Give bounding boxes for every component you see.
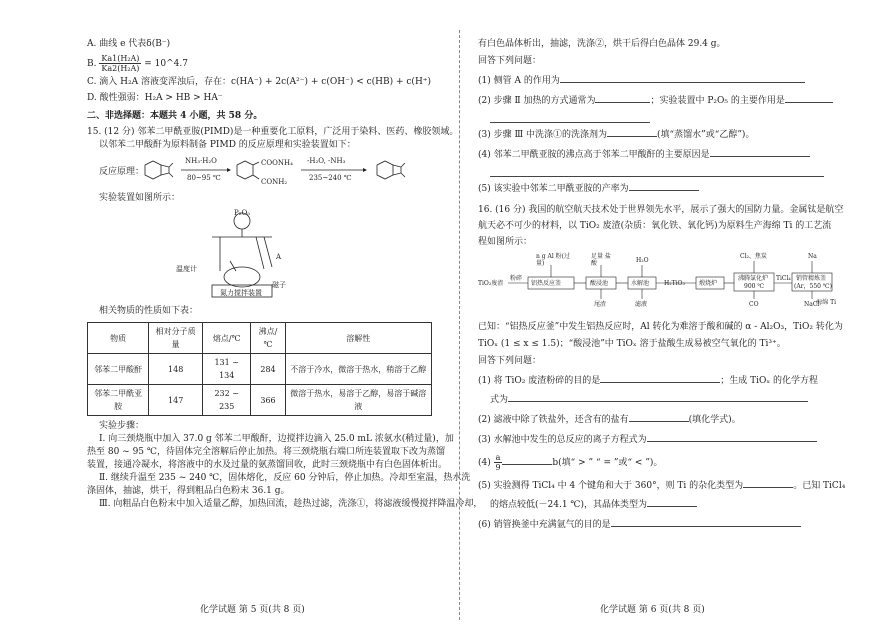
answer-blank[interactable]	[502, 455, 552, 465]
ammonium-salt-structure	[237, 161, 259, 179]
q15-part-2: (2) 步骤 Ⅱ 加热的方式通常为 ；实验装置中 P₂O₅ 的主要作用是	[478, 93, 834, 108]
step-1: Ⅰ. 向三颈烧瓶中加入 37.0 g 邻苯二甲酸酐，边搅拌边滴入 25.0 mL 浓氨水(稍过量)，加	[99, 434, 454, 444]
label-device: 氮力搅拌装置	[220, 289, 262, 297]
arrow-2-top: -H₂O, -NH₃	[307, 157, 346, 165]
flow-out-4: NaCl	[804, 301, 820, 308]
label-thermometer: 温度计	[176, 265, 197, 273]
column-divider	[459, 30, 460, 620]
product-group-1: COONH₄	[261, 159, 293, 167]
right-column	[478, 38, 846, 532]
reaction-label: 反应原理：	[99, 167, 145, 177]
flow-step1: 粉碎	[510, 275, 523, 282]
option-d: D. 酸性强弱：H₂A > HB > HA⁻	[87, 93, 223, 103]
table-caption: 相关物质的性质如下表：	[99, 306, 199, 316]
left-column	[87, 38, 483, 511]
answer-blank[interactable]	[611, 517, 801, 527]
table-row: 邻苯二甲酸酐 148 131 ~ 134 284 不溶于冷水，微溶于热水，稍溶于乙醇	[88, 354, 432, 385]
flow-out-1: 尾渣	[594, 301, 607, 308]
answer-blank-line[interactable]	[490, 164, 824, 177]
q16-part-1: (1) 将 TiO₂ 废渣粉碎的目的是 ；生成 TiOₓ 的化学方程	[478, 373, 834, 388]
flow-out-2: 滤液	[635, 301, 648, 308]
label-stirrer: 磁子	[272, 281, 286, 289]
q15-part-5: (5) 该实验中邻苯二甲酰亚胺的产率为	[478, 181, 834, 196]
answer-blank[interactable]	[647, 432, 817, 442]
reaction-scheme	[99, 155, 442, 189]
q15-part-1: (1) 侧管 A 的作用为	[478, 73, 834, 88]
option-b-fraction: $\frac{\text{Ka1(H₂A)}}{\text{Ka2(H₂A)}}$	[101, 54, 140, 73]
option-a: A. 曲线 e 代表δ(B⁻)	[87, 39, 171, 49]
step-2: Ⅱ. 继续升温至 235 ~ 240 ℃，固体熔化，反应 60 分钟后，停止加热。冷却至室温，热水洗	[99, 473, 471, 483]
answer-blank-line[interactable]	[490, 110, 650, 123]
process-flow	[478, 251, 834, 315]
flow-box-5-temp: 900 ℃	[744, 283, 765, 290]
flow-box-4: 煅烧炉	[699, 280, 718, 287]
step-3-cont: 有白色晶体析出，抽滤，洗涤②，烘干后得白色晶体 29.4 g。	[478, 39, 726, 49]
answer-blank[interactable]	[743, 478, 793, 488]
product-group-2: CONH₂	[261, 178, 288, 186]
known-info: 已知：“铝热反应釜”中发生铝热反应时，Al 转化为难溶于酸和碱的 α - Al₂O₃，TiO₂ 转化为	[478, 322, 843, 332]
apparatus-caption: 实验装置如图所示：	[99, 193, 181, 203]
q16-part-4: (4) $\frac{a}{9}$ b(填“ > ” “ = ”或“ < ”)。	[478, 453, 663, 472]
flow-mid: H₂TiO₃	[664, 280, 685, 287]
q16-part-5: (5) 实验测得 TiCl₄ 中 4 个键角和大于 360°，则 Ti 的杂化类型为 。已知 TiCl₄	[478, 478, 834, 493]
label-a: A	[276, 253, 282, 261]
q15-intro: 15. (12 分) 邻苯二甲酰亚胺(PIMD)是一种重要化工原料，广泛用于染料、医药、橡胶领域。	[87, 127, 459, 137]
page-footer-left: 化学试题 第 5 页(共 8 页)	[200, 605, 305, 615]
q15-part-3: (3) 步骤 Ⅲ 中洗涤①的洗涤剂为 (填“蒸馏水”或“乙醇”)。	[478, 127, 834, 142]
q16-intro: 16. (16 分) 我国的航空航天技术处于世界领先水平，展示了强大的国防力量。金属钛是航空	[478, 205, 844, 215]
option-c: C. 滴入 H₂A 溶液变浑浊后，存在：c(HA⁻) + 2c(A²⁻) + c(OH⁻) < c(HB) + c(H⁺)	[87, 77, 432, 87]
flow-reagent-hcl: 足量 盐酸	[591, 253, 611, 267]
flow-reagent-h2o: H₂O	[636, 257, 649, 264]
q16-part-2: (2) 滤液中除了铁盐外，还含有的盐有 (填化学式)。	[478, 412, 834, 427]
label-p2o5: P₂O₅	[234, 209, 251, 217]
answer-blank[interactable]	[647, 497, 697, 507]
flow-box-2: 酸浸池	[590, 280, 609, 287]
apparatus-figure	[172, 207, 302, 303]
phthalic-anhydride-structure	[145, 161, 173, 179]
answer-prompt: 回答下列问题：	[478, 56, 542, 66]
q16-part-5-cont: 的熔点较低(－24.1 ℃)，其晶体类型为	[478, 497, 834, 512]
q15-intro-2: 以邻苯二甲酸酐为原料制备 PIMD 的反应原理和实验装置如下：	[99, 140, 356, 150]
q16-part-3: (3) 水解池中发生的总反应的离子方程式为	[478, 432, 834, 447]
properties-table	[87, 322, 432, 416]
q16-answer-prompt: 回答下列问题：	[478, 356, 542, 366]
flow-reagent-cl2: Cl₂、焦炭	[740, 253, 767, 260]
step-2-cont: 涤固体，抽滤，烘干，得到粗品白色粉末 36.1 g。	[87, 486, 290, 496]
arrow-2-bottom: 235~240 ℃	[309, 174, 352, 182]
answer-blank[interactable]	[508, 392, 808, 402]
flow-box-5: 沸腾氯化炉	[738, 275, 769, 282]
answer-blank[interactable]	[600, 373, 720, 383]
phthalimide-structure	[377, 161, 405, 179]
arrow-1-bottom: 80~95 ℃	[187, 174, 221, 182]
step-3: Ⅲ. 向粗品白色粉末中加入适量乙醇，加热回流，趁热过滤，洗涤①，将滤液缓慢搅拌降温冷却，	[99, 499, 483, 509]
flow-out-3: CO	[749, 301, 759, 308]
answer-blank[interactable]	[785, 93, 833, 103]
q16-part-6: (6) 销管换釜中充满氩气的目的是	[478, 517, 834, 532]
flow-reagent-al: n g Al 粉(过量)	[536, 253, 571, 267]
q16-part-1-cont: 式为	[478, 392, 834, 407]
q16-intro-3: 程如图所示：	[478, 237, 533, 247]
table-header-row: 物质 相对分子质量 熔点/℃ 沸点/℃ 溶解性	[88, 323, 432, 354]
flow-box-6-cond: (Ar，550 ℃)	[794, 283, 832, 290]
known-info-2: TiOₓ (1 ≤ x ≤ 1.5)；“酸浸池”中 TiOₓ 溶于盐酸生成易被空气氧化的 Ti³⁺。	[478, 339, 786, 349]
arrow-1-top: NH₃·H₂O	[185, 157, 217, 165]
step-1-cont: 装置，接通冷凝水，将溶液中的水及过量的氨蒸馏回收，此时三颈烧瓶中有白色固体析出。	[87, 460, 448, 470]
table-row: 邻苯二甲酰亚胺 147 232 ~ 235 366 微溶于热水，易溶于乙醇，易溶于碱溶液	[88, 385, 432, 416]
answer-blank[interactable]	[595, 93, 650, 103]
answer-blank[interactable]	[629, 412, 689, 422]
flow-box-6: 销管精炼釜	[796, 275, 827, 282]
flow-end: 海绵 Ti	[816, 299, 836, 306]
flow-reagent-na: Na	[808, 253, 817, 260]
step-1-cont: 热至 80 ~ 95 ℃，待固体完全溶解后停止加热。将三颈烧瓶右端口所连装置取下改为蒸馏	[87, 447, 445, 457]
answer-blank[interactable]	[607, 127, 657, 137]
flow-start: TiO₂废渣	[478, 280, 504, 287]
q16-part-4-fraction: $\frac{a}{9}$	[495, 453, 501, 472]
answer-blank[interactable]	[560, 73, 805, 83]
q16-intro-2: 航天必不可少的材料，以 TiO₂ 废渣(杂质：氧化铁、氧化钙)为原料生产海绵 Ti 的工艺流	[478, 221, 832, 231]
section-title: 二、非选择题：本题共 4 小题，共 58 分。	[87, 111, 263, 121]
answer-blank[interactable]	[710, 147, 810, 157]
flow-box-3: 水解池	[631, 280, 650, 287]
q15-part-4: (4) 邻苯二甲酰亚胺的沸点高于邻苯二甲酸酐的主要原因是	[478, 147, 834, 162]
answer-blank[interactable]	[629, 181, 699, 191]
steps-title: 实验步骤：	[99, 421, 145, 431]
option-b: B. $\frac{\text{Ka1(H₂A)}}{\text{Ka2(H₂A)}}$ = 10^4.7	[87, 54, 188, 73]
flow-mid-2: TiCl₄	[776, 275, 791, 282]
page-footer-right: 化学试题 第 6 页(共 8 页)	[600, 605, 705, 615]
flow-box-1: 铝热反应釜	[531, 280, 562, 287]
